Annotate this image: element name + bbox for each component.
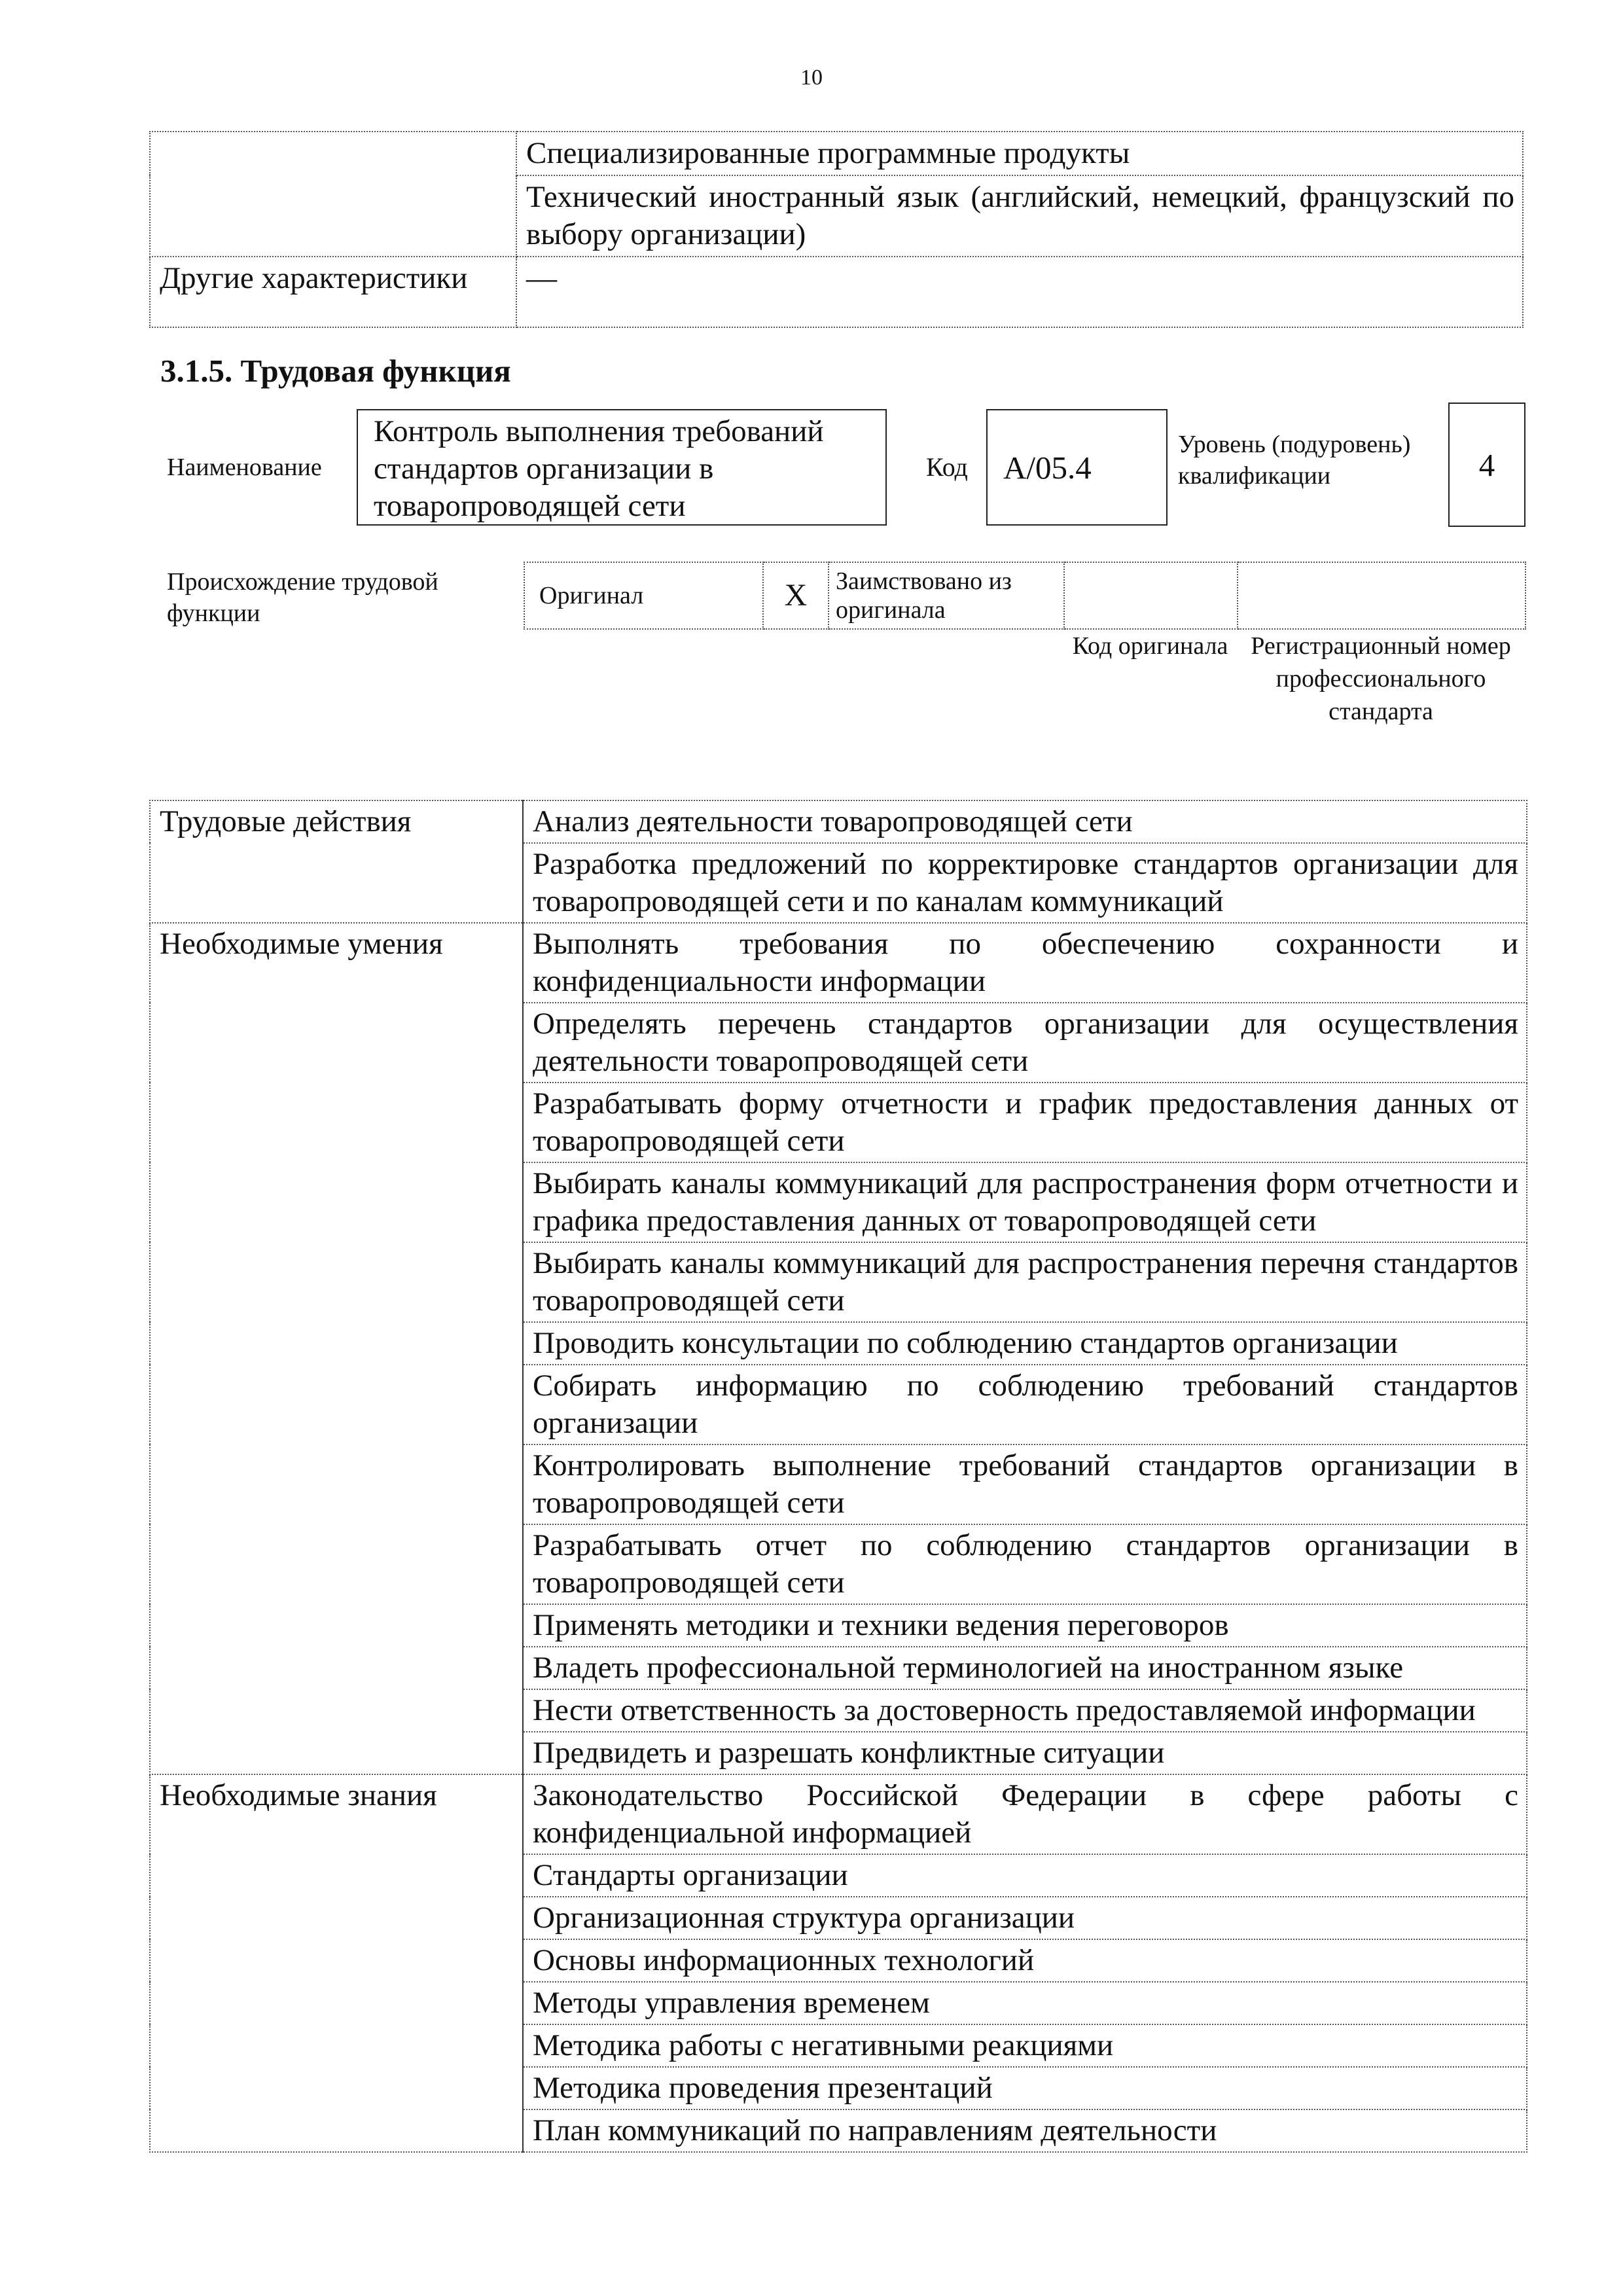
list-item: Разрабатывать форму отчетности и график предоставления данных от товаропроводящей сети [523,1083,1527,1162]
list-item: Разработка предложений по корректировке стандартов организации для товаропроводящей сети и по каналам коммуникаций [523,843,1527,923]
list-item: Определять перечень стандартов организации для осуществления деятельности товаропроводящей сети [523,1003,1527,1083]
list-item: Методика работы с негативными реакциями [523,2024,1527,2067]
original-mark: X [763,562,829,629]
list-item: Выбирать каналы коммуникаций для распространения перечня стандартов товаропроводящей сети [523,1242,1527,1322]
list-item: Нести ответственность за достоверность предоставляемой информации [523,1689,1527,1732]
code-value-box: A/05.4 [986,409,1168,526]
code-label: Код [926,452,968,482]
list-item: Контролировать выполнение требований стандартов организации в товаропроводящей сети [523,1444,1527,1524]
list-item: Основы информационных технологий [523,1939,1527,1982]
list-item: Анализ деятельности товаропроводящей сети [523,800,1527,843]
list-item: Законодательство Российской Федерации в сфере работы с конфиденциальной информацией [523,1774,1527,1854]
table-row [150,923,1527,1003]
reg-number-cell [1238,562,1525,629]
list-item: Собирать информацию по соблюдению требований стандартов организации [523,1365,1527,1444]
table-row [150,800,1527,843]
list-item: Проводить консультации по соблюдению стандартов организации [523,1322,1527,1365]
group-label: Необходимые знания [150,1774,523,2152]
origin-label: Происхождение трудовой функции [167,568,438,627]
table-row [150,257,1523,327]
row-label [150,132,516,175]
row-label [150,175,516,257]
list-item: Предвидеть и разрешать конфликтные ситуации [523,1732,1527,1774]
level-value-box: 4 [1448,403,1525,527]
list-item: Владеть профессиональной терминологией на иностранном языке [523,1647,1527,1689]
list-item: Выбирать каналы коммуникаций для распространения форм отчетности и графика предоставления данных от товаропроводящей сети [523,1162,1527,1242]
group-label: Необходимые умения [150,923,523,1774]
code-original-cell [1064,562,1238,629]
table-row [150,132,1523,175]
list-item: Методы управления временем [523,1982,1527,2024]
borrowed-label: Заимствовано из оригинала [829,562,1064,629]
name-label: Наименование [167,454,322,481]
row-value: Технический иностранный язык (английский, немецкий, французский по выбору организации) [516,175,1523,257]
origin-table [524,562,1526,630]
section-title: 3.1.5. Трудовая функция [160,353,511,389]
labor-function-table [149,800,1527,2153]
table-row [150,1774,1527,1854]
row-value: Специализированные программные продукты [516,132,1523,175]
list-item: План коммуникаций по направлениям деятельности [523,2109,1527,2152]
list-item: Разрабатывать отчет по соблюдению стандартов организации в товаропроводящей сети [523,1524,1527,1604]
row-value: — [516,257,1523,327]
list-item: Организационная структура организации [523,1897,1527,1939]
caption-code-original: Код оригинала [1072,632,1228,660]
table-row [150,175,1523,257]
row-label: Другие характеристики [150,257,516,327]
level-label: Уровень (подуровень) квалификации [1178,431,1411,490]
original-label: Оригинал [524,562,763,629]
list-item: Применять методики и техники ведения переговоров [523,1604,1527,1647]
list-item: Методика проведения презентаций [523,2067,1527,2109]
qualification-continuation-table [149,131,1524,328]
group-label: Трудовые действия [150,800,523,923]
list-item: Выполнять требования по обеспечению сохранности и конфиденциальности информации [523,923,1527,1003]
function-name-box: Контроль выполнения требований стандартов организации в товаропроводящей сети [357,409,887,526]
page-number: 10 [800,65,823,90]
list-item: Стандарты организации [523,1854,1527,1897]
caption-reg-number: Регистрационный номер профессионального стандарта [1251,632,1511,725]
